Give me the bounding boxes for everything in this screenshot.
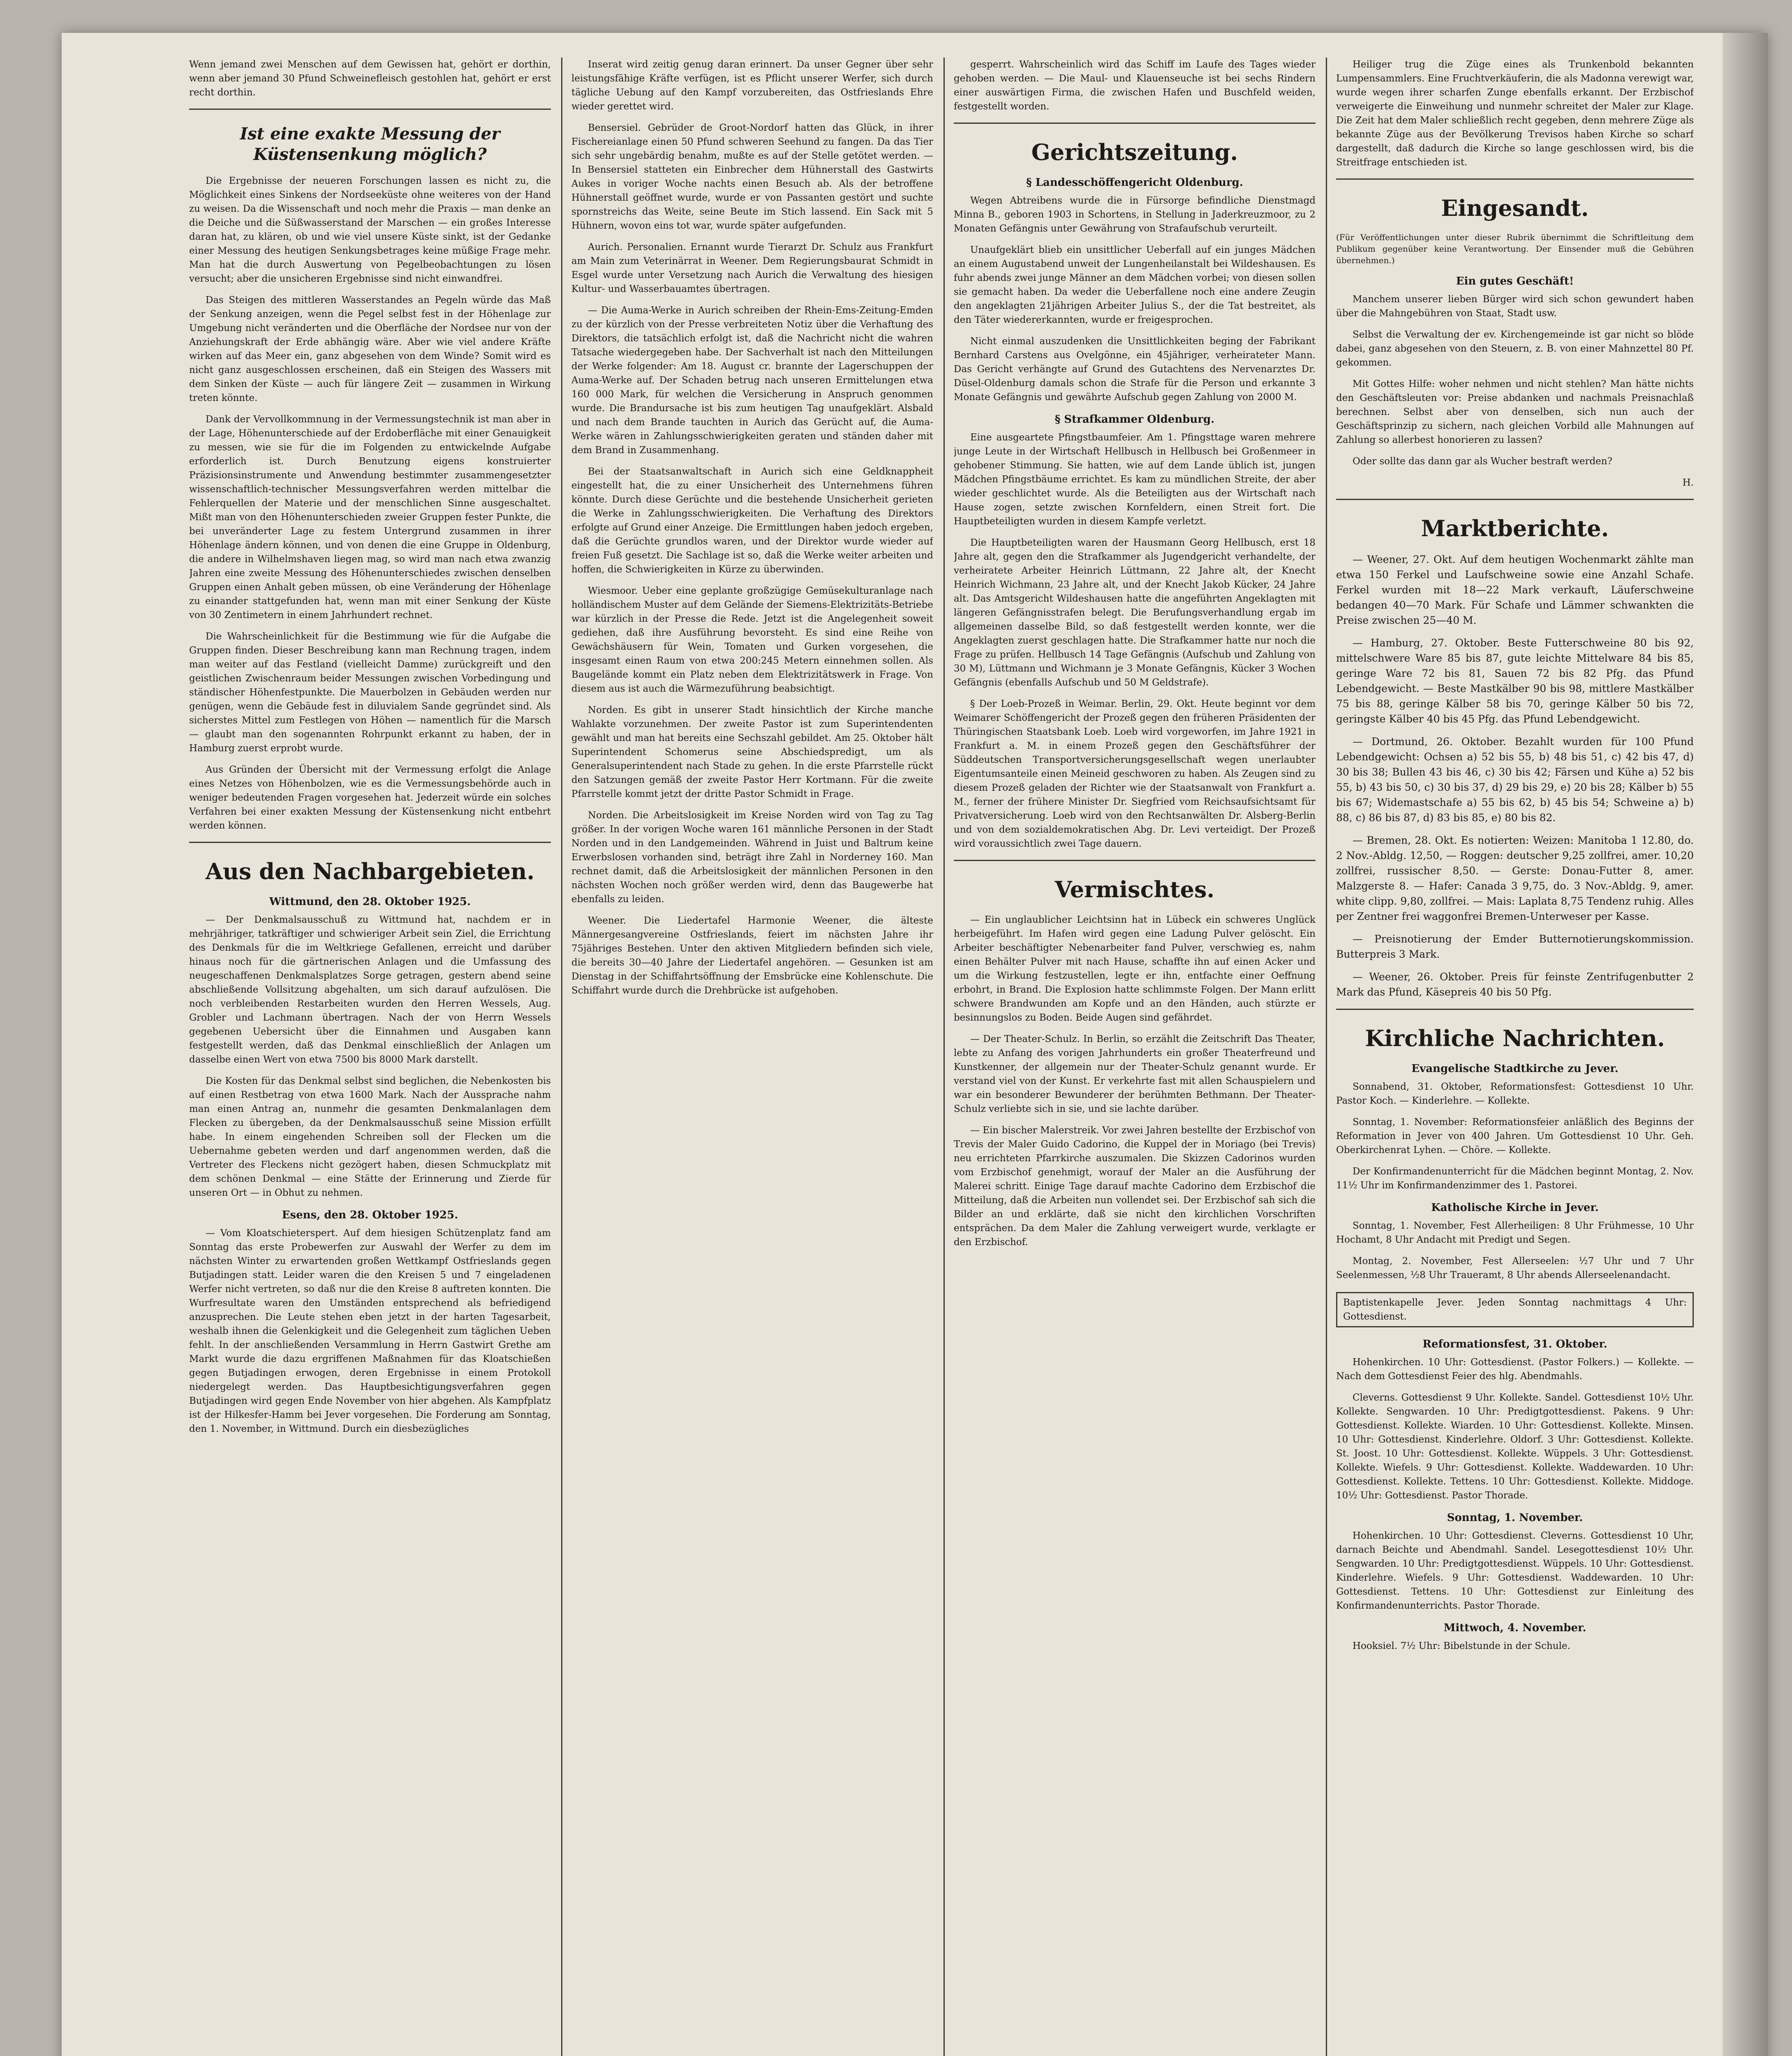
column-2 bbox=[571, 58, 933, 2056]
paragraph: Dank der Vervollkommnung in der Vermessungstechnik ist man aber in der Lage, Höhenunterschiede auf der Erdoberfläche mit einer Genauigkeit zu messen, wie sie für die im Folgenden zu entwickelnde Aufgabe erforderlich ist. Durch Benutzung eigens konstruierter Präzisionsinstrumente und Anwendung bestimmter zusammengesetzter wissenschaftlich-technischer Messungsverfahren werden mittelbar die Fehlerquellen der Materie und der menschlichen Sinne ausgeschaltet. Mißt man von den Höhenunterschieden zweier Gruppen fester Punkte, die bei unveränderter Lage zu festem Untergrund zusammen in ihrer Höhenlage ändern können, und von denen die eine Gruppe in Oldenburg, die andere in Wilhelmshaven liegen mag, so wird man nach etwa zwanzig Jahren eine zweite Messung des Höhenunterschiedes zwischen denselben Gruppen einen Anhalt geben müssen, ob eine Veränderung der Höhenlage zu einander stattgefunden hat, wenn man mit einer Senkung der Küste von 30 Zentimetern in einem Jahrhundert rechnet. bbox=[189, 414, 551, 621]
column-3 bbox=[954, 58, 1316, 2056]
paragraph: Manchem unserer lieben Bürger wird sich schon gewundert haben über die Mahngebühren von Staat, Stadt usw. bbox=[1336, 294, 1694, 319]
paragraph: Norden. Es gibt in unserer Stadt hinsichtlich der Kirche manche Wahlakte vorzunehmen. Der zweite Pastor ist zum Superintendenten gewählt und man hat bereits eine Sechszahl gebildet. Am 25. Oktober hält Superintendent Schomerus seine Abschiedspredigt, um als Generalsuperintendent nach Stade zu gehen. In die erste Pfarrstelle rückt den Satzungen gemäß der zweite Pastor Herr Kortmann. Für die zweite Pfarrstelle kommt jetzt der dritte Pastor Schmidt in Frage. bbox=[571, 705, 933, 799]
paragraph: Wiesmoor. Ueber eine geplante großzügige Gemüsekulturanlage nach holländischem Muster auf dem Gelände der Siemens-Elektrizitäts-Betriebe war kürzlich in der Presse die Rede. Jetzt ist die Angelegenheit soweit gediehen, daß ihre Ausführung bevorsteht. Es sind eine Reihe von Gewächshäusern für Wein, Tomaten und Gurken vorgesehen, die insgesamt einen Raum von etwa 200:245 Metern einnehmen sollen. Als Baugelände kommt ein Platz neben dem Elektrizitätswerk in Frage. Von diesem aus ist auch die Wärmezuführung beabsichtigt. bbox=[571, 586, 933, 694]
divider bbox=[1336, 499, 1694, 500]
paragraph: § Der Loeb-Prozeß in Weimar. Berlin, 29. Okt. Heute beginnt vor dem Weimarer Schöffengericht der Prozeß gegen den früheren Präsidenten der Thüringischen Staatsbank Loeb. Loeb wird vorgeworfen, im Jahre 1921 in Frankfurt a. M. in einem Prozeß gegen den Geschäftsführer der Süddeutschen Transportversicherungsgesellschaft wegen unerlaubter Eigentumsanteile einen Meineid geschworen zu haben. Als Zeugen sind zu diesem Prozeß geladen der Richter wie der Staatsanwalt von Frankfurt a. M., ferner der frühere Minister Dr. Siegfried vom Reichsaufsichtsamt für Privatversicherung. Loeb wird von den Rechtsanwälten Dr. Alsberg-Berlin und von dem sozialdemokratischen Abg. Dr. Levi verteidigt. Der Prozeß wird voraussichtlich zwei Tage dauern. bbox=[954, 699, 1316, 849]
divider bbox=[1336, 178, 1694, 180]
subheading: Evangelische Stadtkirche zu Jever. bbox=[1411, 1063, 1619, 1075]
intro-text: Wenn jemand zwei Menschen auf dem Gewissen hat, gehört er dorthin, wenn aber jemand 30 Pfund Schweinefleisch gestohlen hat, gehört er erst recht dorthin. bbox=[189, 59, 551, 98]
paragraph: Hohenkirchen. 10 Uhr: Gottesdienst. Cleverns. Gottesdienst 10 Uhr, darnach Beichte und Abendmahl. Sandel. Lesegottesdienst 10½ Uhr. Sengwarden. 10 Uhr: Predigtgottesdienst. Wüppels. 10 Uhr: Gottesdienst. Kinderlehre. Wiefels. 9 Uhr: Gottesdienst. Waddewarden. 10 Uhr: Gottesdienst. Tettens. 10 Uhr: Gottesdienst zur Einleitung des Konfirmandenunterrichts. Pastor Thorade. bbox=[1336, 1530, 1694, 1611]
column-rule bbox=[943, 58, 945, 2056]
paragraph: Weener. Die Liedertafel Harmonie Weener, die älteste Männergesangvereine Ostfrieslands, feiert im nächsten Jahre ihr 75jähriges Bestehen. Unter den aktiven Mitgliedern befinden sich viele, die bereits 30—40 Jahre der Liedertafel angehören. — Gesunken ist am Dienstag in der Schiffahrtsöffnung der Emsbrücke eine Kohlenschute. Die Schiffahrt wurde durch die Drehbrücke ist aufgehoben. bbox=[571, 915, 933, 996]
subheading: § Landesschöffengericht Oldenburg. bbox=[1026, 176, 1243, 189]
subheading: Ein gutes Geschäft! bbox=[1456, 275, 1574, 287]
divider bbox=[1336, 1009, 1694, 1010]
paragraph: — Der Denkmalsausschuß zu Wittmund hat, nachdem er in mehrjähriger, tatkräftiger und schwieriger Arbeit sein Ziel, die Errichtung des Denkmals für die im Weltkriege Gefallenen, erreicht und darüber hinaus noch für die gärtnerischen Anlagen und die Umfassung des neugeschaffenen Denkmalsplatzes Sorge getragen, gestern abend seine abschließende Vollsitzung abgehalten, um sich darauf aufzulösen. Die noch verbleibenden Restarbeiten wurden den Herren Wessels, Aug. Grobler und Lachmann übertragen. Nach der von Herrn Wessels gegebenen Uebersicht über die Einnahmen und Ausgaben kann festgestellt werden, daß das Denkmal einschließlich der Anlagen um dasselbe einen Wert von etwa 7500 bis 8000 Mark darstellt. bbox=[189, 915, 551, 1065]
paragraph: Sonnabend, 31. Oktober, Reformationsfest: Gottesdienst 10 Uhr. Pastor Koch. — Kinderlehre. — Kollekte. bbox=[1336, 1081, 1694, 1106]
paragraph: Bensersiel. Gebrüder de Groot-Nordorf hatten das Glück, in ihrer Fischereianlage einen 50 Pfund schweren Seehund zu fangen. Da das Tier sich sehr ungebärdig benahm, mußte es auf der Stelle getötet werden. — In Bensersiel statteten ein Einbrecher dem Hühnerstall des Gastwirts Aukes in voriger Woche nachts einen Besuch ab. Als der betroffene Hühnerstall geöffnet wurde, wurde er von Passanten gestört und suchte spornstreichs das Weite, seine Beute im Stich lassend. Ein Sack mit 5 Hühnern, wovon eins tot war, wurde später aufgefunden. bbox=[571, 123, 933, 231]
dateline: Wittmund, den 28. Oktober 1925. bbox=[269, 896, 471, 908]
paragraph: — Ein bischer Malerstreik. Vor zwei Jahren bestellte der Erzbischof von Trevis der Maler Guido Cadorino, die Kuppel der in Moriago (bei Trevis) neu errichteten Pfarrkirche auszumalen. Die Skizzen Cadorinos wurden vom Erzbischof genehmigt, worauf der Maler an die Ausführung der Malerei schritt. Einige Tage darauf machte Cadorino dem Erzbischof die Mitteilung, daß die Arbeiten nun vollendet sei. Der Erzbischof sah sich die Bilder an und erklärte, daß sie nicht den kirchlichen Vorschriften entsprächen. Da dem Maler die Zahlung verweigert wurde, verklagte er den Erzbischof. bbox=[954, 1125, 1316, 1248]
paragraph: Unaufgeklärt blieb ein unsittlicher Ueberfall auf ein junges Mädchen an einem Augustabend unweit der Lungenheilanstalt bei Wildeshausen. Es fuhr abends zwei junge Männer an dem Mädchen vorbei; von diesen sollen sie gemacht haben. Da weder die Ueberfallene noch eine andere Zeugin den angeklagten 21jährigen Arbeiter Julius S., der die Tat bestreitet, als den Täter wiedererkannten, wurde er freigesprochen. bbox=[954, 245, 1316, 325]
section-heading: Vermischtes. bbox=[1054, 876, 1215, 903]
paragraph: — Der Theater-Schulz. In Berlin, so erzählt die Zeitschrift Das Theater, lebte zu Anfang des vorigen Jahrhunderts ein großer Theaterfreund und Kunstkenner, der allgemein nur der Theater-Schulz genannt wurde. Er verstand viel von der Kunst. Er verkehrte fast mit allen Schauspielern und war ein besonderer Bewunderer der berühmten Bethmann. Der Theater-Schulz verliebte sich in sie, und sie lachte darüber. bbox=[954, 1034, 1316, 1114]
notice-box bbox=[1336, 1292, 1694, 1327]
section-heading: Marktberichte. bbox=[1421, 515, 1609, 542]
column-rule bbox=[561, 58, 562, 2056]
market-report: — Weener, 27. Okt. Auf dem heutigen Wochenmarkt zählte man etwa 150 Ferkel und Laufschweine sowie eine Anzahl Schafe. Ferkel wurden mit 18—22 Mark verkauft, Läuferschweine bedangen 40—70 Mark. Für Schafe und Lämmer schwankten die Preise zwischen 25—40 M. bbox=[1336, 553, 1694, 626]
divider bbox=[954, 123, 1316, 124]
paragraph: Eine ausgeartete Pfingstbaumfeier. Am 1. Pfingsttage waren mehrere junge Leute in der Wirtschaft Hellbusch in Hellbusch bei Großenmeer in gehobener Stimmung. Sie hatten, wie auf dem Lande üblich ist, jungen Mädchen Pfingstbäume errichtet. Es kam zu mündlichen Streite, der aber wieder geschlichtet wurde. Als die Beteiligten aus der Wirtschaft nach Hause zogen, setzte zwischen Kornfeldern, einen Streit fort. Die Hauptbeteiligten wurden in diesem Kampfe verletzt. bbox=[954, 432, 1316, 527]
paragraph: Die Hauptbeteiligten waren der Hausmann Georg Hellbusch, erst 18 Jahre alt, gegen den die Strafkammer als Jugendgericht verhandelte, der verheiratete Arbeiter Heinrich Lüttmann, 22 Jahre alt, der Knecht Heinrich Wichmann, 23 Jahre alt, und der Knecht Jakob Kücker, 24 Jahre alt. Das Amtsgericht Wildeshausen hatte die angeführten Angeklagten mit längeren Gefängnisstrafen belegt. Die Berufungsverhandlung ergab im allgemeinen dasselbe Bild, so daß festgestellt werden konnte, wer die Angeklagten zuerst geschlagen hatte. Die Strafkammer hatte nur noch die Frage zu prüfen. Hellbusch 14 Tage Gefängnis (Aufschub und Zahlung von 30 M), Lüttmann und Wichmann je 3 Monate Gefängnis, Kücker 3 Wochen Gefängnis (ebenfalls Aufschub und 50 M Geldstrafe). bbox=[954, 537, 1316, 688]
dateline: Esens, den 28. Oktober 1925. bbox=[282, 1209, 458, 1221]
market-report: — Hamburg, 27. Oktober. Beste Futterschweine 80 bis 92, mittelschwere Ware 85 bis 87, gute leichte Mittelware 84 bis 85, geringe Ware 72 bis 81, Sauen 72 bis 82 Pfg. das Pfund Lebendgewicht. — Beste Mastkälber 90 bis 98, mittlere Mastkälber 75 bis 88, geringe Kälber 58 bis 70, geringe Kälber 50 bis 72, geringste Kälber 40 bis 45 Pfg. das Pfund Lebendgewicht. bbox=[1336, 637, 1694, 725]
paragraph: Die Kosten für das Denkmal selbst sind beglichen, die Nebenkosten bis auf einen Restbetrag von etwa 1600 Mark. Nach der Aussprache nahm man einen Antrag an, nunmehr die gesamten Denkmalanlagen dem Flecken zu übergeben, da der Denkmalsausschuß seine Mission erfüllt habe. In einem eingehenden Schreiben soll der Flecken um die Uebernahme gebeten werden und darf angenommen werden, daß die Vertreter des Fleckens nicht gezögert haben, diesen Schmuckplatz mit dem schönen Denkmal — eine Stätte der Erinnerung und Zierde für unseren Ort — in Obhut zu nehmen. bbox=[189, 1076, 551, 1198]
paragraph: Montag, 2. November, Fest Allerseelen: ½7 Uhr und 7 Uhr Seelenmessen, ½8 Uhr Traueramt, 8 Uhr abends Allerseelenandacht. bbox=[1336, 1256, 1694, 1280]
divider bbox=[954, 860, 1316, 861]
market-report: — Bremen, 28. Okt. Es notierten: Weizen: Manitoba 1 12.80, do. 2 Nov.-Abldg. 12,50, — Roggen: deutscher 9,25 zollfrei, amer. 10,20 zollfrei, russischer 8,50. — Gerste: Donau-Futter 8, amer. Malzgerste 8. — Hafer: Canada 3 9,75, do. 3 Nov.-Abldg. 9, amer. white clipp. 9,80, zollfrei. — Mais: Laplata 8,75 Tendenz ruhig. Alles per Zentner frei waggonfrei Bremen-Unterweser per Kasse. bbox=[1336, 834, 1694, 922]
paragraph: Wegen Abtreibens wurde die in Fürsorge befindliche Dienstmagd Minna B., geboren 1903 in Schortens, in Stellung in Jaderkreuzmoor, zu 2 Monaten Gefängnis unter Gewährung von Strafaufschub verurteilt. bbox=[954, 195, 1316, 234]
paragraph: Cleverns. Gottesdienst 9 Uhr. Kollekte. Sandel. Gottesdienst 10½ Uhr. Kollekte. Sengwarden. 10 Uhr: Predigtgottesdienst. Pakens. 9 Uhr: Gottesdienst. Kollekte. Wiarden. 10 Uhr: Gottesdienst. Kollekte. Minsen. 10 Uhr: Gottesdienst. Kinderlehre. Oldorf. 3 Uhr: Gottesdienst. Kollekte. St. Joost. 10 Uhr: Gottesdienst. Kollekte. Wüppels. 3 Uhr: Gottesdienst. Kollekte. Wiefels. 9 Uhr: Gottesdienst. Kollekte. Waddewarden. 10 Uhr: Gottesdienst. Kollekte. Tettens. 10 Uhr: Gottesdienst. Kollekte. Middoge. 10½ Uhr: Gottesdienst. Pastor Thorade. bbox=[1336, 1392, 1694, 1501]
signature: H. bbox=[1682, 477, 1694, 488]
paragraph: Das Steigen des mittleren Wasserstandes an Pegeln würde das Maß der Senkung anzeigen, wenn die Pegel selbst fest in der Höhenlage zur Umgebung nicht veränderten und die Oberfläche der Nordsee nur von der Anziehungskraft der Erde abhängig wäre. Aber wie viel andere Kräfte wirken auf das Meer ein, ganz abgesehen von dem Winde? Somit wird es nicht ganz ausgeschlossen erscheinen, daß ein Steigen des Wassers mit dem Sinken der Küste — auch für längere Zeit — zusammen in Wirkung treten könnte. bbox=[189, 295, 551, 403]
section-heading: Gerichtszeitung. bbox=[1031, 139, 1238, 165]
column-rule bbox=[1326, 58, 1327, 2056]
notice-text: Baptistenkapelle Jever. Jeden Sonntag nachmittags 4 Uhr: Gottesdienst. bbox=[1343, 1297, 1687, 1322]
paragraph: — Ein unglaublicher Leichtsinn hat in Lübeck ein schweres Unglück herbeigeführt. Im Hafen wird gegen eine Ladung Pulver gelöscht. Ein Arbeiter beschäftigter Nebenarbeiter fand Pulver, verschwieg es, nahm einen Behälter Pulver mit nach Hause, schaffte ihn auf einen Acker und um die Wirkung festzustellen, legte er ihn, entfachte einer Oeffnung erbohrt, in Brand. Die Explosion hatte schlimmste Folgen. Der Mann erlitt schwere Brandwunden am Kopfe und an den Händen, auch stürzte er besinnungslos zu Boden. Beide Augen sind gefährdet. bbox=[954, 915, 1316, 1023]
paragraph: Aus Gründen der Übersicht mit der Vermessung erfolgt die Anlage eines Netzes von Höhenbolzen, wie es die Vermessungsbehörde auch in weniger bedeutenden Fragen vorgesehen hat. Jederzeit würde ein solches Verfahren bei einer exakten Messung der Küstensenkung nicht entbehrt werden können. bbox=[189, 764, 551, 831]
market-report: — Weener, 26. Oktober. Preis für feinste Zentrifugenbutter 2 Mark das Pfund, Käsepreis 40 bis 50 Pfg. bbox=[1336, 971, 1694, 998]
subheading: Sonntag, 1. November. bbox=[1447, 1512, 1583, 1524]
newspaper-page bbox=[62, 33, 1768, 2056]
subheading: Katholische Kirche in Jever. bbox=[1431, 1202, 1599, 1214]
paragraph: Mit Gottes Hilfe: woher nehmen und nicht stehlen? Man hätte nichts den Geschäftsleuten vor: Preise abdanken und nachmals Preisnachlaß berechnen. Selbst aber von denselben, sich nun auch der Geschäftsprinzip zu sichern, nach gleichen Vorbild alle Mahnungen auf Zahlung so allerbest honorieren zu lassen? bbox=[1336, 379, 1694, 445]
paragraph: Die Ergebnisse der neueren Forschungen lassen es nicht zu, die Möglichkeit eines Sinkens der Nordseeküste ohne weiteres von der Hand zu weisen. Da die Wissenschaft und noch mehr die Praxis — man denke an die Deiche und die Süßwasserstand der Marschen — ein großes Interesse daran hat, zu klären, ob und wie viel unsere Küste sinkt, ist der Gedanke einer Messung des heutigen Senkungsbetrages keine müßige Frage mehr. Man hat die durch Auswertung von Pegelbeobachtungen zu lösen versucht; aber die unsicheren Ergebnisse sind nicht einwandfrei. bbox=[189, 176, 551, 284]
section-heading: Aus den Nachbargebieten. bbox=[205, 858, 535, 884]
paragraph: Oder sollte das dann gar als Wucher bestraft werden? bbox=[1353, 456, 1612, 467]
paragraph: Inserat wird zeitig genug daran erinnert. Da unser Gegner über sehr leistungsfähige Kräfte verfügen, ist es Pflicht unserer Werfer, sich durch tägliche Uebung auf den Kampf vorzubereiten, das Ostfrieslands Ehre wieder gerettet wird. bbox=[571, 59, 933, 112]
paragraph: Heiliger trug die Züge eines als Trunkenbold bekannten Lumpensammlers. Eine Fruchtverkäuferin, die als Madonna verewigt war, wurde wegen ihrer scharfen Zunge ebenfalls erkannt. Der Erzbischof verweigerte die Einweihung und nunmehr schreitet der Maler zur Klage. Die Zeit hat dem Maler schließlich recht gegeben, denn mehrere Züge als bekannte Züge aus der Bevölkerung Trevisos haben Kirche so scharf dargestellt, daß dadurch die Kirche so lange geschlossen wird, bis die Streitfrage entschieden ist. bbox=[1336, 59, 1694, 168]
paragraph: — Vom Kloatschieterspert. Auf dem hiesigen Schützenplatz fand am Sonntag das erste Probewerfen zur Auswahl der Werfer zu dem im nächsten Winter zu erwartenden großen Wettkampf Ostfrieslands gegen Butjadingen statt. Leider waren die den Kreisen 5 und 7 eingeladenen Werfer nicht vertreten, so daß nur die den Kreise 8 auftreten konnten. Die Wurfresultate waren den Umständen entsprechend als befriedigend anzusprechen. Die Leute stehen eben jetzt in der harten Tagesarbeit, weshalb ihnen die Gelenkigkeit und die Gelegenheit zum täglichen Ueben fehlt. In der anschließenden Versammlung in Herrn Gastwirt Grethe am Markt wurde die dazu ergriffenen Maßnahmen für das Kloatschießen gegen Butjadingen erwogen, deren Ergebnisse in einem Protokoll niedergelegt werden. Das Hauptbesichtigungsverfahren gegen Butjadingen wird gegen Ende November von hier abgehen. Als Kampfplatz ist der Hilkesfer-Hamm bei Jever vorgesehen. Die Forderung am Sonntag, den 1. November, in Wittmund. Durch ein diesbezügliches bbox=[189, 1228, 551, 1434]
subheading: § Strafkammer Oldenburg. bbox=[1054, 413, 1215, 426]
paragraph: Der Konfirmandenunterricht für die Mädchen beginnt Montag, 2. Nov. 11½ Uhr im Konfirmandenzimmer des 1. Pastorei. bbox=[1336, 1166, 1694, 1191]
section-heading: Eingesandt. bbox=[1441, 195, 1589, 221]
paragraph: — Die Auma-Werke in Aurich schreiben der Rhein-Ems-Zeitung-Emden zu der kürzlich von der Presse verbreiteten Notiz über die Verhaftung des Direktors, die tatsächlich erfolgt ist, daß die Nachricht nicht die wahren Tatsache wiedergegeben habe. Der Sachverhalt ist nach den Mitteilungen der Werke folgender: Am 18. August cr. brannte der Lagerschuppen der Auma-Werke auf. Der Schaden betrug nach unseren Ermittelungen etwa 160 000 Mark, für welchen die Versicherung in Anspruch genommen wurde. Die Brandursache ist bis zum heutigen Tag unaufgeklärt. Alsbald und nach dem Brande tauchten in Aurich das Gerücht auf, die Auma-Werke wären in Zahlungsschwierigkeiten geraten und ständen daher mit dem Brand in Zusammenhang. bbox=[571, 305, 933, 456]
subheading: Mittwoch, 4. November. bbox=[1443, 1622, 1586, 1634]
article-heading: Ist eine exakte Messung der Küstensenkung möglich? bbox=[240, 124, 500, 164]
divider bbox=[189, 842, 551, 843]
subheading: Reformationsfest, 31. Oktober. bbox=[1422, 1338, 1607, 1350]
paragraph: Sonntag, 1. November: Reformationsfeier anläßlich des Beginns der Reformation in Jever von 400 Jahren. Um Gottesdienst 10 Uhr. Geh. Oberkirchenrat Lyhen. — Chöre. — Kollekte. bbox=[1336, 1117, 1694, 1155]
disclaimer-note: (Für Veröffentlichungen unter dieser Rubrik übernimmt die Schriftleitung dem Publikum gegenüber keine Verantwortung. Der Einsender muß die Gebühren übernehmen.) bbox=[1336, 232, 1694, 265]
column-1 bbox=[189, 58, 551, 2056]
market-report: — Preisnotierung der Emder Butternotierungskommission. Butterpreis 3 Mark. bbox=[1336, 933, 1694, 960]
paragraph: Hooksiel. 7½ Uhr: Bibelstunde in der Schule. bbox=[1353, 1641, 1570, 1651]
column-4 bbox=[1336, 58, 1694, 2056]
paragraph: Bei der Staatsanwaltschaft in Aurich sich eine Geldknappheit eingestellt hat, die zu einer Unsicherheit des Unternehmens führen könnte. Durch diese Gerüchte und die bestehende Unsicherheit gerieten die Werke in Zahlungsschwierigkeiten. Die Verhaftung des Direktors erfolgte auf Grund einer Anzeige. Die Ermittlungen haben jedoch ergeben, daß die Gerüchte grundlos waren, und der Direktor wurde wieder auf freien Fuß gesetzt. Die Sachlage ist so, daß die Werke weiter arbeiten und hoffen, die Schwierigkeiten in Kürze zu überwinden. bbox=[571, 466, 933, 575]
paragraph: Norden. Die Arbeitslosigkeit im Kreise Norden wird von Tag zu Tag größer. In der vorigen Woche waren 161 männliche Personen in der Stadt Norden und in den Landgemeinden. Während in Juist und Baltrum keine Erwerbslosen vorhanden sind, beträgt ihre Zahl in Norderney 160. Man rechnet damit, daß die Arbeitslosigkeit der männlichen Personen in den nächsten Wochen noch größer werden wird, denn das Baugewerbe hat ebenfalls zu leiden. bbox=[571, 810, 933, 905]
section-heading: Kirchliche Nachrichten. bbox=[1365, 1025, 1665, 1051]
paragraph: Selbst die Verwaltung der ev. Kirchengemeinde ist gar nicht so blöde dabei, ganz abgesehen von den Steuern, z. B. von einer Mahnzettel 80 Pf. gekommen. bbox=[1336, 329, 1694, 368]
paragraph: Aurich. Personalien. Ernannt wurde Tierarzt Dr. Schulz aus Frankfurt am Main zum Veterinärrat in Weener. Dem Regierungsbaurat Schmidt in Esgel wurde unter Versetzung nach Aurich die Verwaltung des hiesigen Kultur- und Wasserbauamtes übertragen. bbox=[571, 242, 933, 294]
page-binding-edge bbox=[1723, 33, 1768, 2056]
paragraph: Die Wahrscheinlichkeit für die Bestimmung wie für die Aufgabe die Gruppen finden. Dieser Beschreibung kann man Rechnung tragen, indem man weiter auf das Festland (vielleicht Damme) zurückgreift und den geistlichen Zwischenraum beider Messungen zwischen Vorbedingung und ständischer Höhenfestpunkte. Die Mauerbolzen in Gebäuden werden nur genügen, wenn die Gebäude fest in diluvialem Sande gegründet sind. Als sicherstes Mittel zum Festlegen von Höhen — namentlich für die Marsch — glaubt man den sogenannten Rohrpunkt erkannt zu haben, der in Hamburg zuerst erprobt wurde. bbox=[189, 631, 551, 754]
paragraph: Hohenkirchen. 10 Uhr: Gottesdienst. (Pastor Folkers.) — Kollekte. — Nach dem Gottesdienst Feier des hlg. Abendmahls. bbox=[1336, 1357, 1694, 1382]
divider bbox=[189, 109, 551, 110]
paragraph: Sonntag, 1. November, Fest Allerheiligen: 8 Uhr Frühmesse, 10 Uhr Hochamt, 8 Uhr Andacht mit Predigt und Segen. bbox=[1336, 1220, 1694, 1245]
paragraph: gesperrt. Wahrscheinlich wird das Schiff im Laufe des Tages wieder gehoben werden. — Die Maul- und Klauenseuche ist bei sechs Rindern einer auswärtigen Firma, die zwischen Hafen und Buschfeld weiden, festgestellt worden. bbox=[954, 59, 1316, 112]
paragraph: Nicht einmal auszudenken die Unsittlichkeiten beging der Fabrikant Bernhard Carstens aus Ovelgönne, ein 45jähriger, verheirateter Mann. Das Gericht verhängte auf Grund des Gutachtens des Nervenarztes Dr. Düsel-Oldenburg damals schon die Strafe für die Person und erkannte 3 Monate Gefängnis und gewährte Aufschub gegen Zahlung von 2000 M. bbox=[954, 336, 1316, 403]
market-report: — Dortmund, 26. Oktober. Bezahlt wurden für 100 Pfund Lebendgewicht: Ochsen a) 52 bis 55, b) 48 bis 51, c) 42 bis 47, d) 30 bis 38; Bullen 43 bis 46, c) 30 bis 42; Färsen und Kühe a) 52 bis 55, b) 43 bis 50, c) 30 bis 37, d) 29 bis 29, e) 20 bis 28; Kälber b) 55 bis 67; Widemastschafe a) 55 bis 62, b) 45 bis 54; Schweine a) b) 88, c) 86 bis 87, d) 83 bis 85, e) 80 bis 82. bbox=[1336, 736, 1694, 824]
